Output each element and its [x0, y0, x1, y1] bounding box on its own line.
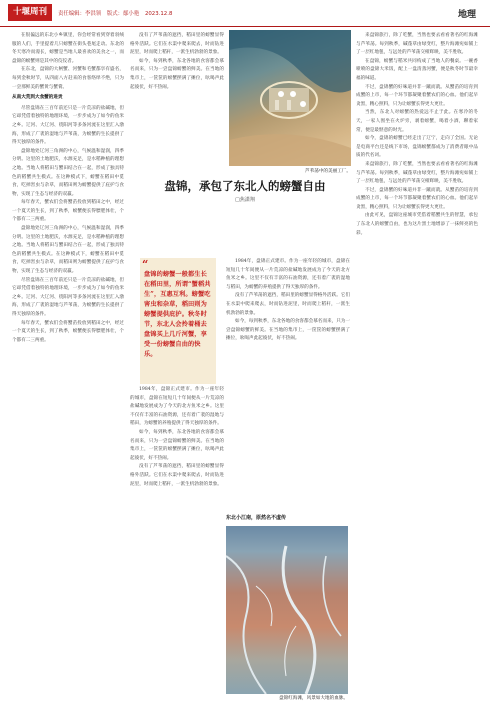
red-beach-photo — [226, 526, 348, 694]
editor-credit: 责任编辑：李洪领 — [58, 11, 102, 17]
article-column-mid — [226, 258, 350, 512]
paragraph: 在很偏远的东北小乡镇里，你会经常看到穿着羽绒服的人们，手里提着几只螃蟹在街头巷尾走动。东北的冬天寒冷而漫长，螃蟹是当地人最喜欢的美食之一，而盘锦的螃蟹则是其中的佼佼者。 — [12, 33, 124, 64]
article-column-1 — [12, 32, 124, 692]
paragraph: 盘锦地处辽河三角洲的中心，气候温和湿润，四季分明。这里的土地肥沃，水源充足，是水稻种植的理想之地。当地人将稻田与蟹田结合在一起，形成了独具特色的稻蟹共生模式。在这种模式下，螃蟹在稻田中觅食，吃掉害虫与杂草，而稻田则为螃蟹提供了庇护与食物，实现了生态与经济的双赢。 — [12, 148, 124, 197]
pull-quote: “ 盘锦的螃蟹一般都生长在稻田里，所谓“蟹稻共生”，互惠互利。螃蟹吃害虫和杂草，稻田则为螃蟹提供庇护。秋冬时节，东北人会拎着桶去盘锦买上几斤河蟹，享受一份螃蟹自由的快乐。 — [144, 270, 212, 360]
article-column-2-bottom — [130, 386, 224, 692]
paragraph: 由此可见，盘锦这座城市凭借着稻蟹共生的智慧，承包了东北人的螃蟹自由，也为这片黑土地增添了一抹鲜亮的色彩。 — [356, 213, 478, 236]
paragraph: 1984年，盘锦正式建市。作为一座年轻的城市，盘锦在短短几十年间便从一片荒凉的盐碱地发展成为了今天的北方鱼米之乡。这里不仅有丰富的石油资源，还有着广袤的湿地与稻田，为螃蟹的养殖提供了得天独厚的条件。 — [130, 387, 224, 427]
article-column-3 — [356, 32, 478, 692]
paragraph: 不过，盘锦蟹的好味道并非一蹴而就。从蟹苗的培育到成蟹的上市，每一个环节都凝聚着蟹农们的心血。他们起早贪黑，精心照料，只为让螃蟹长得更大更壮。 — [356, 187, 478, 210]
subhead-1: 从南大荒到大食蟹的进贡 — [12, 95, 63, 101]
paragraph: 如今，每到秋季，东北各地的食客都会慕名而来，只为一尝盘锦螃蟹的鲜美。在当地的集市上，一筐筐的螃蟹摆满了摊位，吆喝声此起彼伏，好不热闹。 — [130, 429, 224, 461]
paragraph: 尽管盘锦在三百年前还只是一片荒凉的盐碱地，但它却凭借着独特的地理环境，一步步成为了如今的鱼米之乡。辽河、大辽河、绕阳河等多条河流在这里汇入渤海，形成了广袤的湿地与芦苇荡，为螃蟹的生长提供了得天独厚的条件。 — [12, 277, 124, 317]
paragraph: 1984年，盘锦正式建市。作为一座年轻的城市，盘锦在短短几十年间便从一片荒凉的盐碱地发展成为了今天的北方鱼米之乡。这里不仅有丰富的石油资源，还有着广袤的湿地与稻田，为螃蟹的养殖提供了得天独厚的条件。 — [226, 259, 350, 290]
article-column-2-top — [130, 32, 224, 170]
paragraph: 来盘锦旅行，除了吃蟹，当然也要去看看著名的红海滩与芦苇荡。每到秋季，碱蓬草由绿变红，整片海滩宛如铺上了一层红地毯，与远处的芦苇荡交相辉映，美不胜收。 — [356, 161, 478, 185]
paragraph: 没有了芦苇荡的遮挡，稻田里的螃蟹显得格外活跃。它们在水渠中爬来爬去，时而钻进泥里，时而爬上稻秆，一派生机勃勃的景象。 — [130, 33, 224, 56]
paragraph: 没有了芦苇荡的遮挡，稻田里的螃蟹显得格外活跃。它们在水渠中爬来爬去，时而钻进泥里，时而爬上稻秆，一派生机勃勃的景象。 — [226, 293, 350, 316]
article-byline: □焦潇翔 — [235, 197, 255, 203]
paragraph: 每年春天，蟹农们会将蟹苗投放到稻田之中，经过一个夏天的生长，到了秋季，螃蟹便长得膘肥体壮，个个都有二三两重。 — [12, 320, 124, 343]
paragraph: 如今，每到秋季，东北各地的食客都会慕名而来，只为一尝盘锦螃蟹的鲜美。在当地的集市上，一筐筐的螃蟹摆满了摊位，吆喝声此起彼伏，好不热闹。 — [226, 319, 350, 342]
paragraph: 盘锦地处辽河三角洲的中心，气候温和湿润，四季分明。这里的土地肥沃，水源充足，是水稻种植的理想之地。当地人将稻田与蟹田结合在一起，形成了独具特色的稻蟹共生模式。在这种模式下，螃蟹在稻田中觅食，吃掉害虫与杂草，而稻田则为螃蟹提供了庇护与食物，实现了生态与经济的双赢。 — [12, 226, 124, 275]
paragraph: 每年春天，蟹农们会将蟹苗投放到稻田之中，经过一个夏天的生长，到了秋季，螃蟹便长得膘肥体壮，个个都有二三两重。 — [12, 200, 124, 223]
paragraph: 在东北，盘锦的大闸蟹、河蟹和毛蟹都享有盛名，每到金秋时节，从四面八方赶来的食客络绎不绝，只为一尝那鲜美的蟹黄与蟹膏。 — [12, 67, 124, 90]
refinery-illustration — [229, 30, 351, 166]
issue-date: 2023.12.8 — [144, 11, 173, 17]
subhead-2: 东北小江南，原然名不虚传 — [226, 515, 287, 521]
photo1-caption: 芦苇荡中的美丽工厂。 — [305, 169, 351, 174]
refinery-photo — [229, 30, 351, 166]
newspaper-logo: 十堰周刊 — [8, 4, 52, 21]
layout-credit: 版式：鄢小艳 — [106, 11, 140, 17]
paragraph: 来盘锦旅行，除了吃蟹，当然也要去看看著名的红海滩与芦苇荡。每到秋季，碱蓬草由绿变红，整片海滩宛如铺上了一层红地毯，与远处的芦苇荡交相辉映，美不胜收。 — [356, 33, 478, 56]
paragraph: 当然，东北人对螃蟹的热爱远不止于此。在寒冷的冬天，一家人围坐在火炉旁，剥着螃蟹，喝着小酒，聊着家常，便是最惬意的时光。 — [356, 110, 478, 133]
paragraph: 在盘锦，螃蟹与稻米共同构成了当地人的餐桌。一碗香喷喷的盘锦大米饭，配上一盘清蒸河蟹，便是秋冬时节最幸福的味道。 — [356, 58, 478, 81]
article-title: 盘锦，承包了东北人的螃蟹自由 — [164, 179, 326, 193]
section-label: 地理 — [457, 10, 476, 20]
paragraph: 尽管盘锦在三百年前还只是一片荒凉的盐碱地，但它却凭借着独特的地理环境，一步步成为了如今的鱼米之乡。辽河、大辽河、绕阳河等多条河流在这里汇入渤海，形成了广袤的湿地与芦苇荡，为螃蟹的生长提供了得天独厚的条件。 — [12, 105, 124, 146]
paragraph: 如今，每到秋季，东北各地的食客都会慕名而来，只为一尝盘锦螃蟹的鲜美。在当地的集市上，一筐筐的螃蟹摆满了摊位，吆喝声此起彼伏，好不热闹。 — [130, 58, 224, 90]
page-header — [0, 0, 490, 27]
paragraph: 没有了芦苇荡的遮挡，稻田里的螃蟹显得格外活跃。它们在水渠中爬来爬去，时而钻进泥里，时而爬上稻秆，一派生机勃勃的景象。 — [130, 464, 224, 487]
paragraph: 如今，盘锦的螃蟹已经走出了辽宁，走向了全国。无论是电商平台还是线下市场，盘锦螃蟹都成为了消费者眼中品质的代名词。 — [356, 136, 478, 159]
paragraph: 不过，盘锦蟹的好味道并非一蹴而就。从蟹苗的培育到成蟹的上市，每一个环节都凝聚着蟹农们的心血。他们起早贪黑，精心照料，只为让螃蟹长得更大更壮。 — [356, 84, 478, 107]
wetland-illustration — [226, 526, 348, 694]
edition-meta — [58, 9, 176, 17]
photo2-caption: 盘锦红海滩，风景如大地的血脉。 — [279, 696, 348, 701]
